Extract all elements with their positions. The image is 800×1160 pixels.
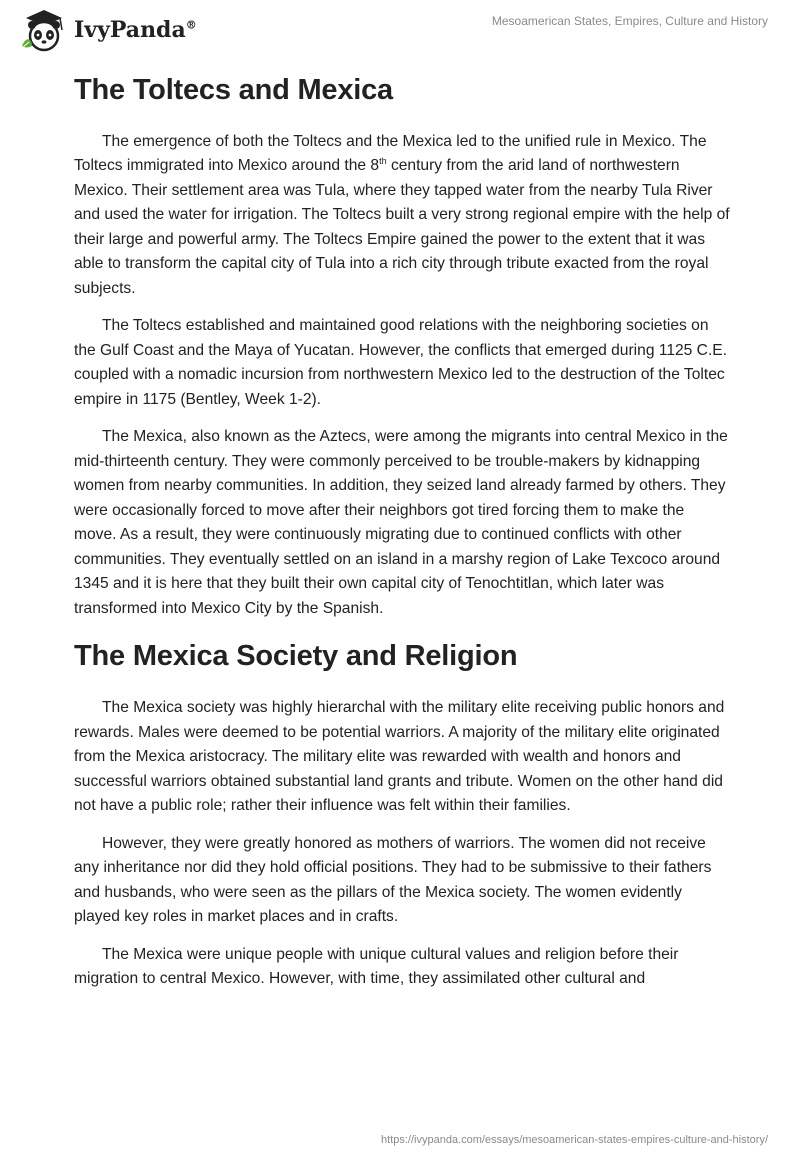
running-title: Mesoamerican States, Empires, Culture and History <box>491 14 768 28</box>
paragraph: The Mexica society was highly hierarchal with the military elite receiving public honors and rewards. Males were deemed to be potential warriors. A majority of the military elite originated from the Mexica aristocracy. The military elite was rewarded with wealth and honors and successful warriors obtained substantial land grants and tribute. Women on the other hand did not have a public role; rather their influence was felt within their families. <box>74 699 725 815</box>
paragraph: The Toltecs established and maintained good relations with the neighboring societies on the Gulf Coast and the Maya of Yucatan. However, the conflicts that emerged during 1125 C.E. coupled with a nomadic incursion from northwestern Mexico led to the destruction of the Toltec empire in 1175 (Bentley, Week 1-2). <box>74 317 728 408</box>
page-header <box>0 0 800 60</box>
paragraph: However, they were greatly honored as mothers of warriors. The women did not receive any inheritance nor did they hold official positions. They had to be submissive to their fathers and husbands, who were seen as the pillars of the Mexica society. The women evidently played key roles in market places and in crafts. <box>74 834 712 926</box>
panda-graduate-icon <box>16 6 72 54</box>
paragraph: The Mexica, also known as the Aztecs, were among the migrants into central Mexico in the mid-thirteenth century. They were commonly perceived to be trouble-makers by kidnapping women from nearby communities. In addition, they seized land already farmed by others. They were occasionally forced to move after their neighbors got tired forcing them to make the move. As a result, they were continuously migrating due to continued conflicts with other communities. They eventually settled on an island in a marshy region of Lake Texcoco around 1345 and it is here that they built their own capital city of Tenochtitlan, which later was transformed into Mexico City by the Spanish. <box>74 428 728 617</box>
paragraph: The emergence of both the Toltecs and the Mexica led to the unified rule in Mexico. The Toltecs immigrated into Mexico around the 8th century from the arid land of northwestern Mexico. Their settlement area was Tula, where they tapped water from the nearby Tula River and used the water for irrigation. The Toltecs built a very strong regional empire with the help of their large and powerful army. The Toltecs Empire gained the power to the extent that it was able to transform the capital city of Tula into a rich city through tribute exacted from the royal subjects. <box>74 132 730 297</box>
section-heading-toltecs: The Toltecs and Mexica <box>74 74 393 106</box>
brand-name: IvyPanda® <box>74 17 197 43</box>
section-heading-mexica-society: The Mexica Society and Religion <box>74 640 518 673</box>
paragraph: The Mexica were unique people with unique cultural values and religion before their migration to central Mexico. However, with time, they assimilated other cultural and <box>74 945 679 988</box>
ivypanda-logo[interactable] <box>16 6 197 54</box>
source-url-link[interactable]: https://ivypanda.com/essays/mesoamerican-states-empires-culture-and-history/ <box>381 1134 768 1146</box>
essay-content <box>74 70 730 1005</box>
